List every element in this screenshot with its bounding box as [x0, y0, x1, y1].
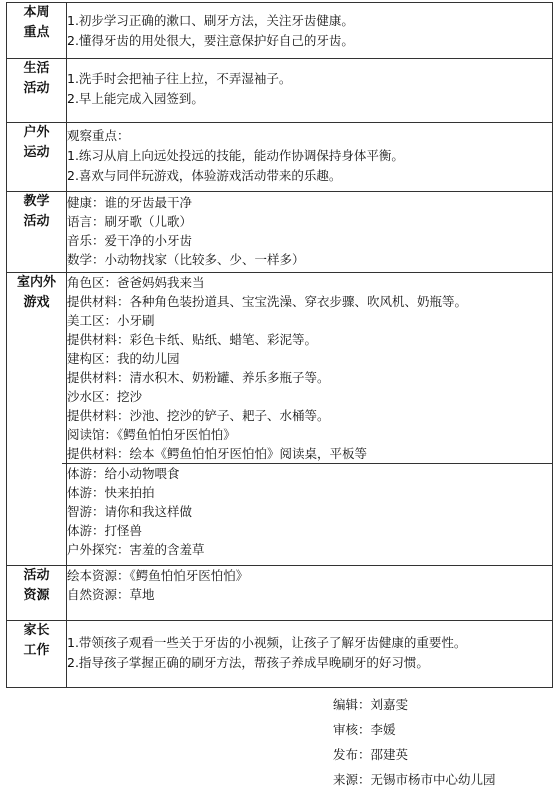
label-line: 资源 — [23, 588, 50, 603]
text-line: 数学：小动物找家（比较多、少、一样多） — [67, 252, 305, 267]
label-line: 室内外 — [16, 275, 56, 290]
text-line: 自然资源：草地 — [67, 587, 155, 602]
credit-reviewer: 审核：李媛 — [333, 722, 396, 737]
content-games — [67, 273, 553, 566]
label-outdoor-sports — [7, 123, 67, 192]
label-line: 家长 — [23, 623, 50, 638]
text-line: 提供材料：清水积木、奶粉罐、养乐多瓶子等。 — [67, 370, 330, 385]
text-line: 1.带领孩子观看一些关于牙齿的小视频，让孩子了解牙齿健康的重要性。 — [67, 635, 467, 650]
text-line: 体游：快来拍拍 — [67, 485, 155, 500]
row-outdoor-sports — [7, 123, 553, 192]
content-parents — [67, 621, 553, 688]
text-line: 语言：刷牙歌（儿歌） — [67, 214, 193, 229]
text-line: 2.喜欢与同伴玩游戏，体验游戏活动带来的乐趣。 — [67, 168, 342, 183]
text-line: 健康：谁的牙齿最干净 — [67, 195, 193, 210]
text-line: 提供材料：沙池、挖沙的铲子、耙子、水桶等。 — [67, 408, 330, 423]
label-line: 运动 — [23, 145, 50, 160]
content-teaching — [67, 192, 553, 273]
label-line: 本周 — [23, 5, 50, 20]
text-line: 阅读馆：《鳄鱼怕怕牙医怕怕》 — [67, 427, 236, 442]
label-line: 生活 — [23, 61, 50, 76]
label-line: 户外 — [23, 125, 50, 140]
text-line: 沙水区：挖沙 — [67, 389, 143, 404]
credit-source: 来源：无锡市杨市中心幼儿园 — [333, 772, 496, 787]
text-line: 提供材料：各种角色装扮道具、宝宝洗澡、穿衣步骤、吹风机、奶瓶等。 — [67, 294, 468, 309]
text-line: 2.指导孩子掌握正确的刷牙方法，帮孩子养成早晚刷牙的好习惯。 — [67, 655, 429, 670]
outdoor-games-block — [62, 463, 552, 559]
row-resources — [7, 566, 553, 621]
row-teaching — [7, 192, 553, 273]
text-line: 美工区：小牙刷 — [67, 313, 155, 328]
credit-editor: 编辑：刘嘉雯 — [333, 697, 409, 712]
content-weekly-focus — [67, 3, 553, 59]
row-daily-life — [7, 59, 553, 123]
weekly-plan-table — [6, 2, 553, 688]
content-resources — [67, 566, 553, 621]
text-line: 建构区：我的幼儿园 — [67, 351, 180, 366]
content-outdoor-sports — [67, 123, 553, 192]
label-line: 活动 — [23, 214, 50, 229]
text-line: 角色区：爸爸妈妈我来当 — [67, 275, 205, 290]
text-line: 提供材料：彩色卡纸、贴纸、蜡笔、彩泥等。 — [67, 332, 318, 347]
label-resources — [7, 566, 67, 621]
label-line: 重点 — [23, 25, 50, 40]
text-line: 绘本资源：《鳄鱼怕怕牙医怕怕》 — [67, 568, 249, 583]
credit-publisher: 发布：邵建英 — [333, 747, 409, 762]
text-line: 1.初步学习正确的漱口、刷牙方法，关注牙齿健康。 — [67, 13, 354, 28]
label-weekly-focus — [7, 3, 67, 59]
text-line: 2.懂得牙齿的用处很大，要注意保护好自己的牙齿。 — [67, 33, 354, 48]
label-parents — [7, 621, 67, 688]
text-line: 2.早上能完成入园签到。 — [67, 91, 204, 106]
label-line: 活动 — [23, 81, 50, 96]
row-games — [7, 273, 553, 566]
label-line: 游戏 — [23, 295, 50, 310]
label-games — [7, 273, 67, 566]
text-line: 提供材料：绘本《鳄鱼怕怕牙医怕怕》阅读桌，平板等 — [67, 446, 368, 461]
text-line: 户外探究：害羞的含羞草 — [67, 542, 205, 557]
label-line: 工作 — [23, 643, 50, 658]
indoor-games-block — [67, 273, 552, 463]
label-line: 教学 — [23, 194, 50, 209]
text-line: 1.洗手时会把袖子往上拉，不弄湿袖子。 — [67, 71, 292, 86]
label-daily-life — [7, 59, 67, 123]
text-line: 体游：打怪兽 — [67, 523, 143, 538]
credits-footer — [333, 692, 496, 792]
text-line: 音乐：爱干净的小牙齿 — [67, 233, 193, 248]
text-line: 智游：请你和我这样做 — [67, 504, 193, 519]
text-line: 1.练习从肩上向远处投远的技能，能动作协调保持身体平衡。 — [67, 148, 404, 163]
label-line: 活动 — [23, 568, 50, 583]
text-line: 观察重点： — [67, 128, 130, 143]
label-teaching — [7, 192, 67, 273]
text-line: 体游：给小动物喂食 — [67, 466, 180, 481]
row-parents — [7, 621, 553, 688]
row-weekly-focus — [7, 3, 553, 59]
content-daily-life — [67, 59, 553, 123]
